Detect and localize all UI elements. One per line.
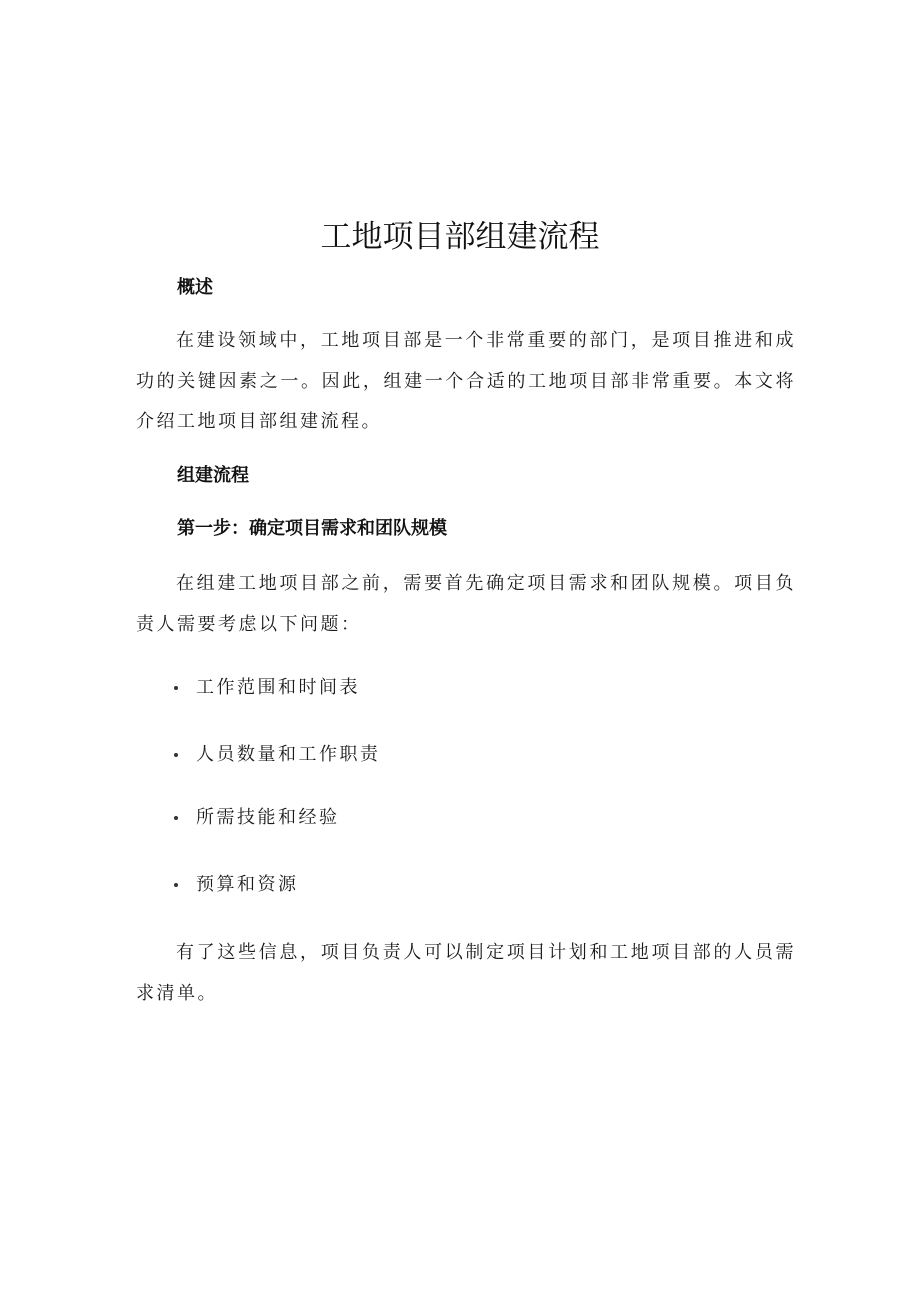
step1-paragraph: 在组建工地项目部之前，需要首先确定项目需求和团队规模。项目负责人需要考虑以下问题：	[136, 573, 796, 635]
list-item	[174, 804, 340, 832]
bullet-icon	[174, 753, 178, 757]
list-item-text: 工作范围和时间表	[196, 677, 360, 698]
list-item	[174, 871, 299, 899]
page-title: 工地项目部组建流程	[320, 219, 600, 255]
overview-paragraph: 在建设领域中，工地项目部是一个非常重要的部门，是项目推进和成功的关键因素之一。因此，组建一个合适的工地项目部非常重要。本文将介绍工地项目部组建流程。	[136, 330, 796, 432]
list-item-text: 人员数量和工作职责	[196, 744, 381, 765]
list-item	[174, 741, 381, 769]
bullet-icon	[174, 816, 178, 820]
step1-heading: 第一步：确定项目需求和团队规模	[177, 518, 447, 539]
step1-conclusion-paragraph: 有了这些信息，项目负责人可以制定项目计划和工地项目部的人员需求清单。	[136, 942, 796, 1004]
list-item	[174, 674, 360, 702]
bullet-icon	[174, 686, 178, 690]
bullet-icon	[174, 883, 178, 887]
section-heading-overview: 概述	[177, 277, 213, 298]
list-item-text: 预算和资源	[196, 874, 299, 895]
section-heading-process: 组建流程	[177, 465, 249, 486]
list-item-text: 所需技能和经验	[196, 807, 340, 828]
